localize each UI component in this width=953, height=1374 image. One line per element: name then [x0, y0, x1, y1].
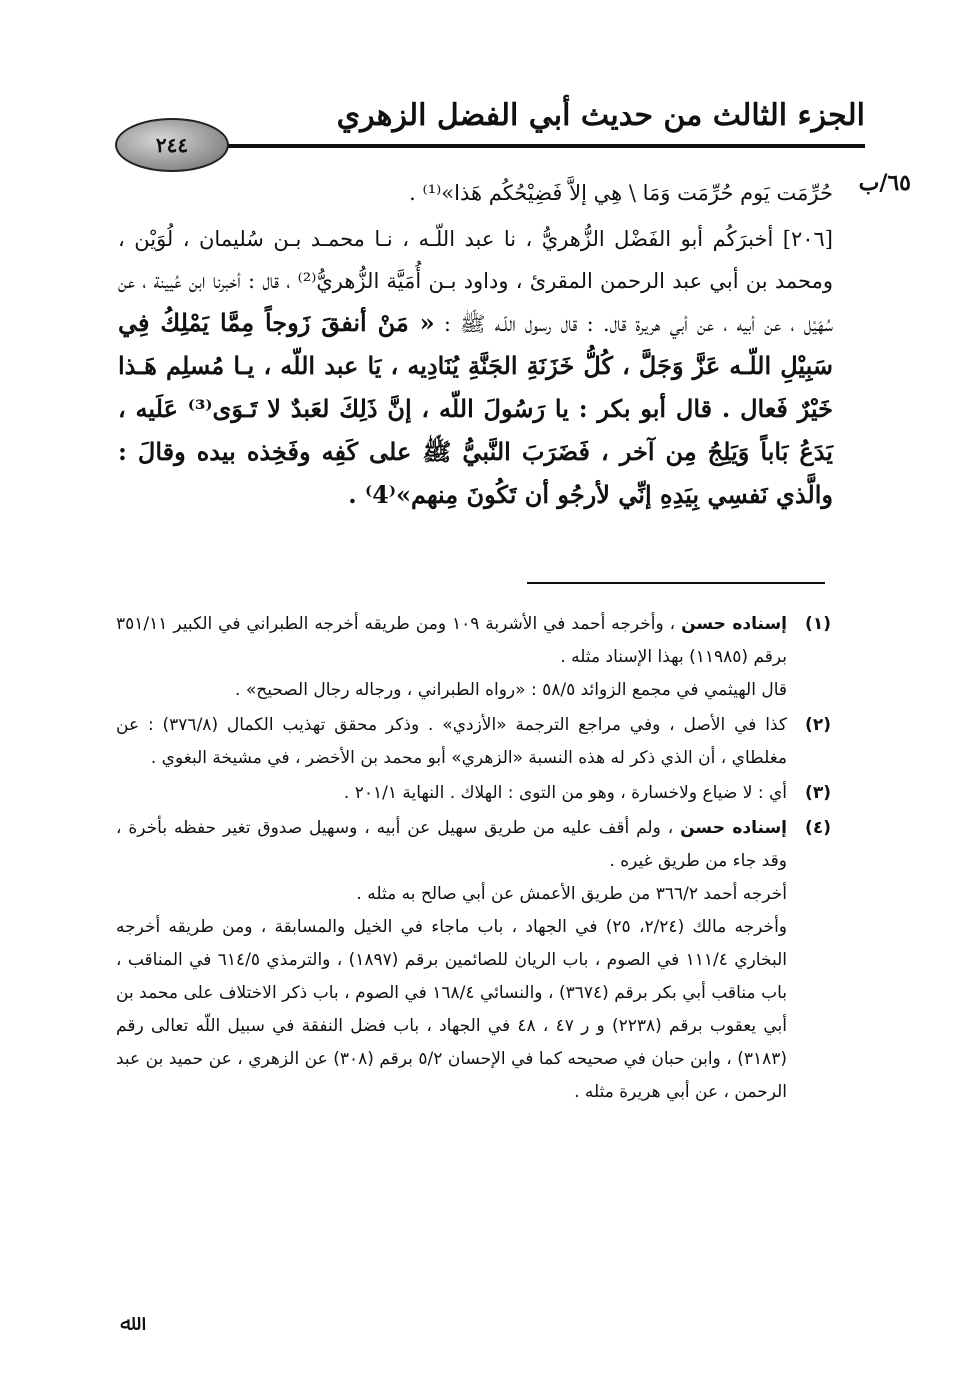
footnote-paragraph [116, 812, 787, 878]
footnote-lead: إسناده حسن [680, 818, 787, 838]
hadith-text: « مَنْ أنفقَ زَوجاً مِمَّا يَمْلِكُ فِي سَبِيْلِ اللّـه عَزَّ وَجَلَّ ، كُلُّ خَزَنَةِ الجَنَّةِ يُنَادِيه ، يَا عبد اللّه ، يـا مُسلِم هَـذا خَيْرٌ فَعال . قال أبو بكر : يا رَسُولَ اللّه ، إنَّ ذَلِكَ لعَبدٌ لا تَـوَى⁽³⁾ عَلَيه ، يَدَعُ بَاباً وَيَلِجُ مِن آخر ، فَضَرَبَ النَّبيُّ ﷺ على كَفِه وفَخِذه بيده وقالَ : والَّذي نَفسِي بِيَدِهِ إنِّي لأرجُو أن تَكُونَ مِنهم»⁽4⁾ . [118, 308, 834, 509]
footnote-number: (٢) [805, 715, 831, 735]
footnote-number: (١) [805, 614, 831, 634]
manuscript-folio: ٦٥/ب [858, 170, 911, 196]
main-text [118, 172, 833, 517]
footnote-1 [116, 608, 831, 707]
running-title: الجزء الثالث من حديث أبي الفضل الزهري [336, 98, 865, 133]
footnote-paragraph: وأخرجه مالك (٢/٢٤، ٢٥) في الجهاد ، باب ماجاء في الخيل والمسابقة ، ومن طريقه أخرجه البخاري ١١١/٤ في الصوم ، باب الريان للصائمين برقم (١٨٩٧) ، والترمذي ٦١٤/٥ في المناقب ، باب مناقب أبي بكر برقم (٣٦٧٤) ، والنسائي ١٦٨/٤ في الصوم ، باب ذكر الاختلاف على محمد بن أبي يعقوب برقم (٢٢٣٨) و ر ٤٧ ، ٤٨ في الجهاد ، باب فضل النفقة في سبيل اللّه تعالى رقم (٣١٨٣) ، وابن حبان في صحيحه كما في الإحسان ٥/٢ برقم (٣٠٨) عن الزهري ، عن حميد بن عبد الرحمن ، عن أبي هريرة مثله . [116, 917, 788, 1102]
footnote-paragraph: كذا في الأصل ، وفي مراجع الترجمة «الأزدي» . وذكر محقق تهذيب الكمال (٣٧٦/٨) : عن مغلطاي ، أن الذي ذكر له هذه النسبة «الزهري» أبو محمد بن الأخضر ، في مشيخة البغوي . [116, 715, 787, 768]
footnote-3 [116, 777, 831, 810]
footnote-separator [527, 582, 825, 584]
footnotes [116, 608, 831, 1111]
footnote-text: ، ولم أقف عليه من طريق سهيل عن أبيه ، وسهيل صدوق تغير حفظه بأخرة ، وقد جاء من طريق غيره . [116, 818, 787, 871]
footnote-lead: إسناده حسن [681, 614, 787, 634]
page-number-badge: ٢٤٤ [115, 118, 229, 172]
opening-line: حُرِّمَت يَوم حُرِّمَت وَمَا \ هِي إلاَّ فَضِيْحُكُم هَذا»⁽¹⁾ . [409, 181, 833, 205]
footnote-paragraph: أي : لا ضياع ولاخسارة ، وهو من التوى : الهلاك . النهاية ٢٠١/١ . [343, 783, 787, 803]
footnote-paragraph: أخرجه أحمد ٣٦٦/٢ من طريق الأعمش عن أبي صالح به مثله . [356, 884, 787, 904]
footnote-paragraph [116, 608, 787, 674]
footnote-text: ، وأخرجه أحمد في الأشربة ١٠٩ ومن طريقه أخرجه الطبراني في الكبير ٣٥١/١١ برقم (١١٩٨٥) بهذا الإسناد مثله . [116, 614, 787, 667]
header-rule [195, 144, 865, 148]
footnote-4 [116, 812, 831, 1109]
hadith-chain: [٢٠٦] أخبرَكُم أبو الفَضْل الزُّهريُّ ، نا عبد اللّـه ، نـا محمـد بـن سُليمان ، لُوَيْن ، ومحمد بن أبي عبد الرحمن المقرئ ، وداود بـن أُمَيَّة الزُّهريُّ⁽²⁾ ، قال : أخبرنا ابن عُيينة ، عن سُهَيْل ، عن أبيه ، عن أبي هريرة قال. : قال رسول اللّـه ﷺ : [118, 227, 833, 336]
footnote-paragraph: قال الهيثمي في مجمع الزوائد ٥٨/٥ : «رواه الطبراني ، ورجاله رجال الصحيح» . [235, 680, 787, 700]
footnote-number: (٣) [805, 783, 831, 803]
hadith-paragraph [118, 218, 833, 517]
footnote-2 [116, 709, 831, 775]
corner-mark: ﷲ [120, 1311, 133, 1336]
page-header [105, 90, 865, 170]
footnote-number: (٤) [805, 818, 831, 838]
